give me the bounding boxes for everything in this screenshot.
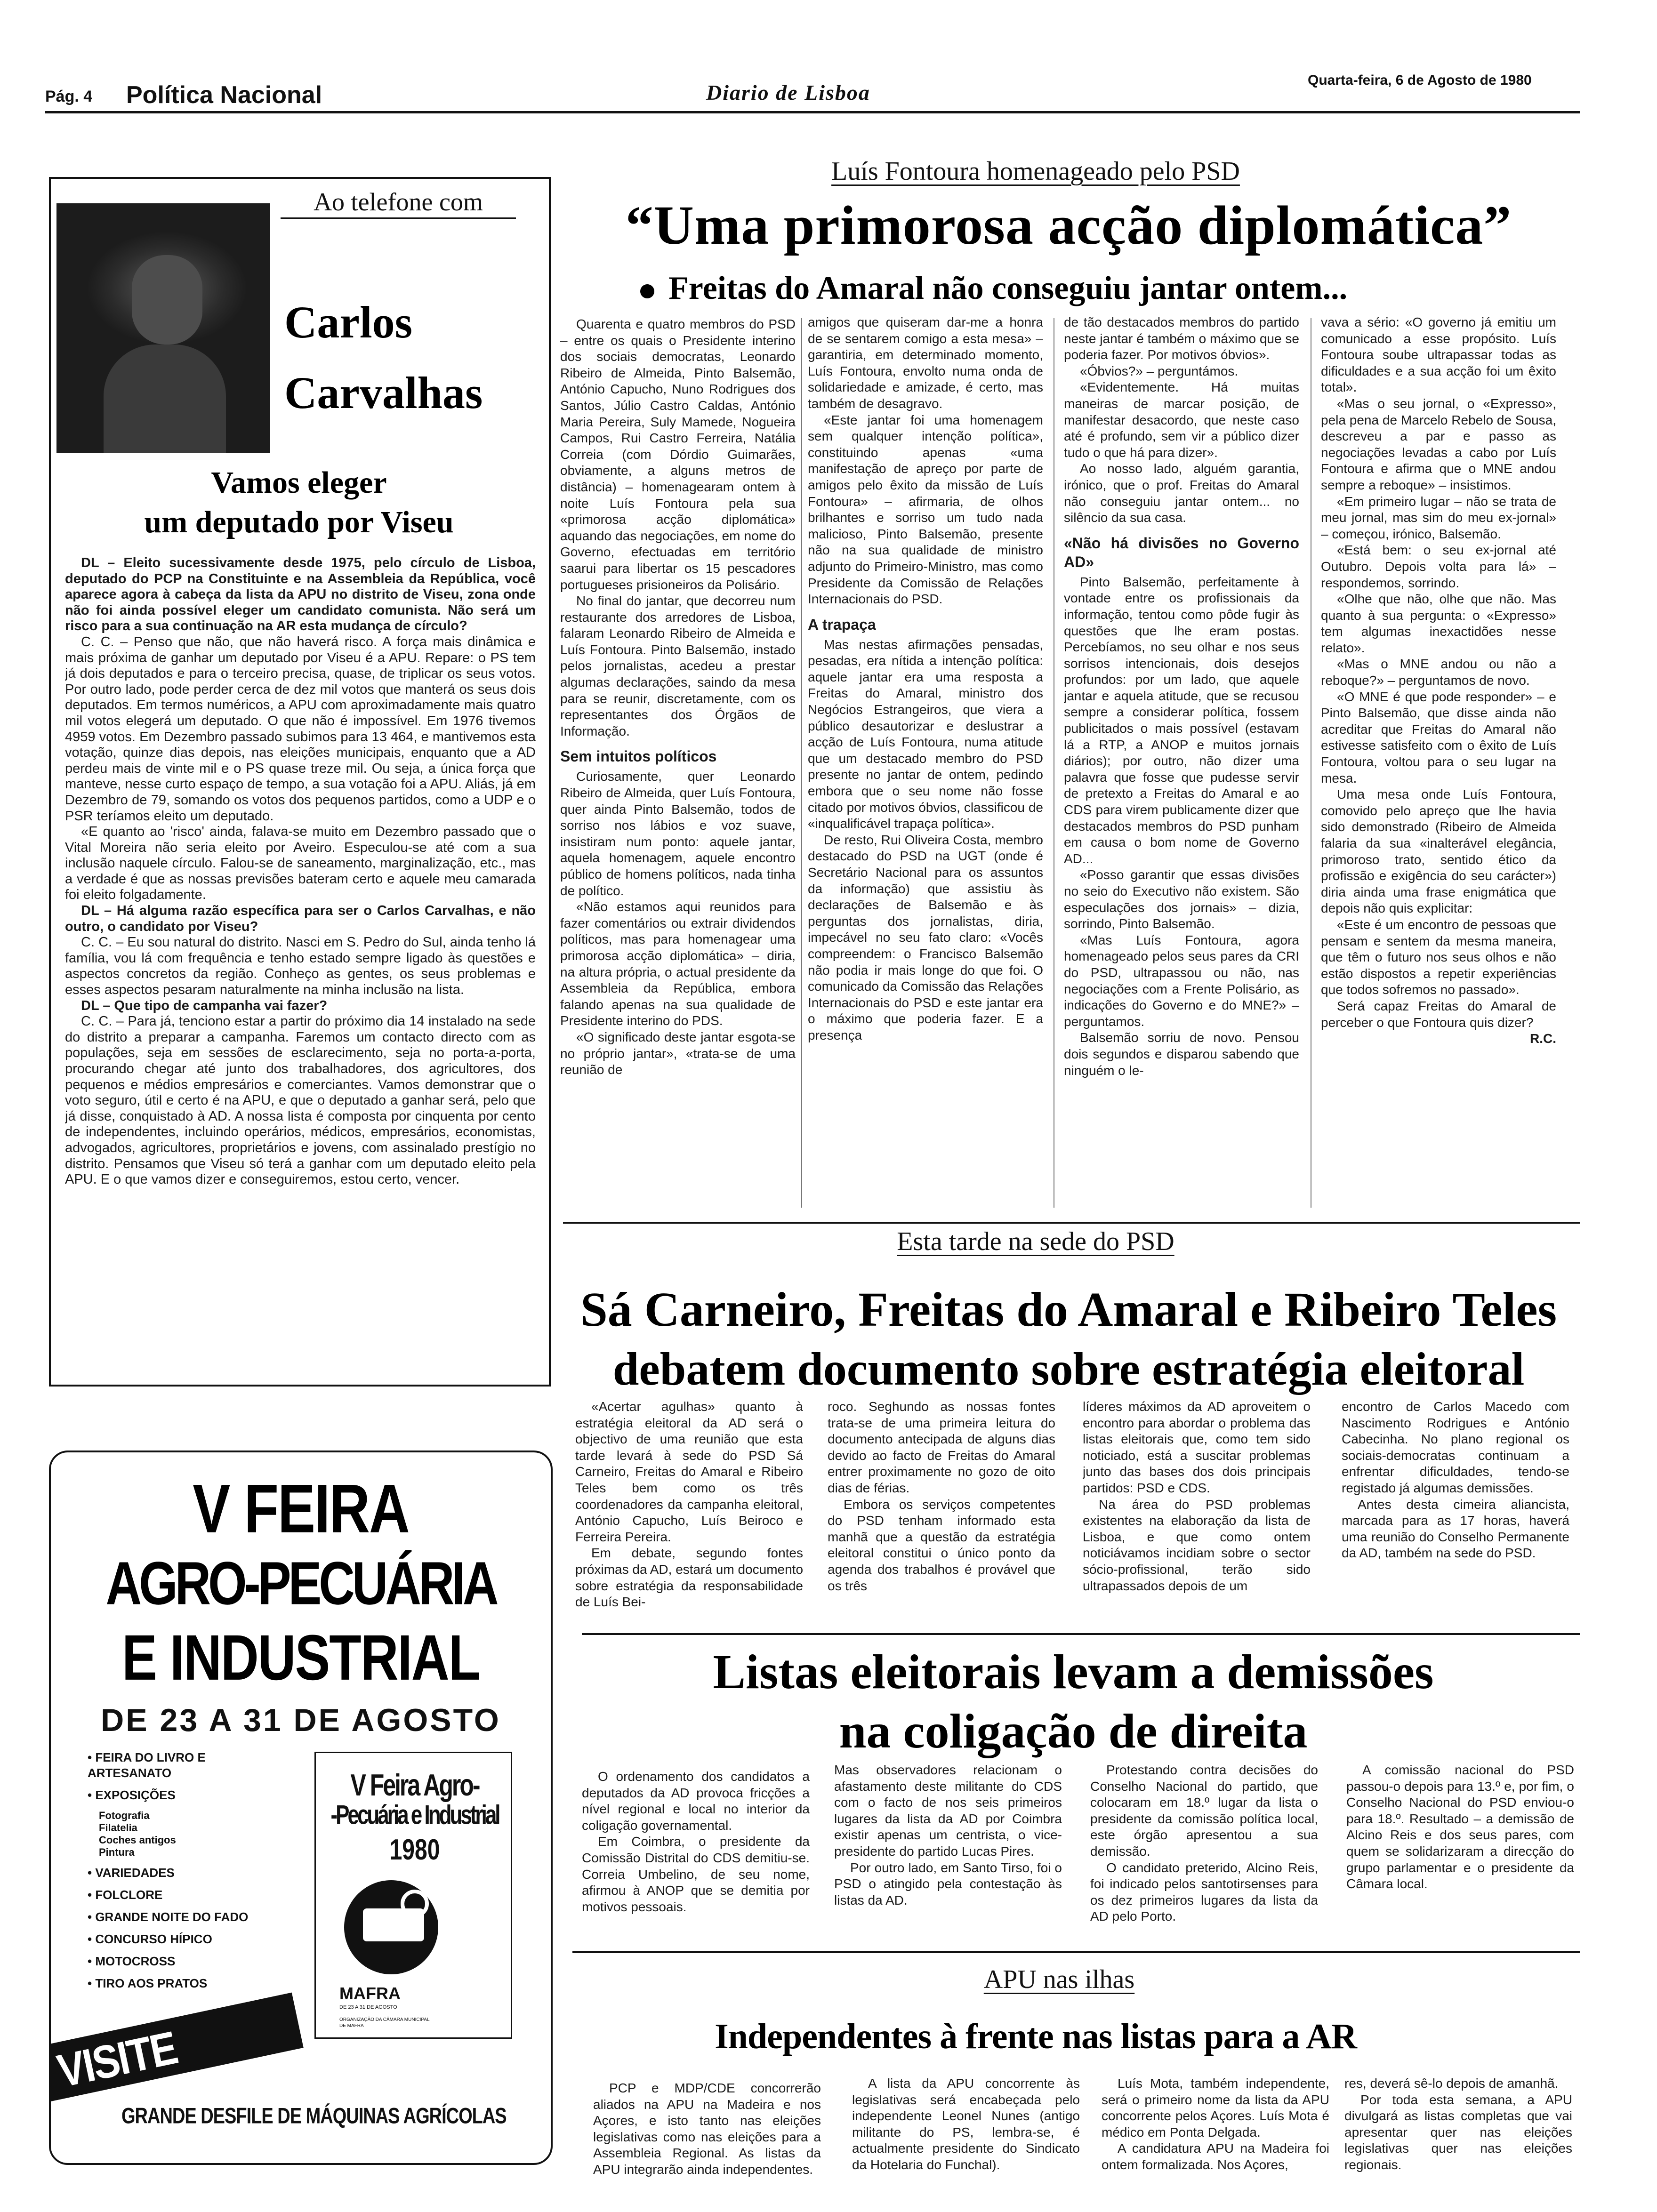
paragraph: «Este é um encontro de pessoas que pensam e sentem da mesma maneira, que têm o futuro nos seus olhos e não estão dispostos a repetir experiências que todos sofremos no passado». bbox=[1321, 917, 1556, 997]
paragraph: O ordenamento dos candidatos a deputados da AD provoca fricções a nível regional e local no interior da coligação governamental. bbox=[582, 1769, 810, 1833]
paragraph: «Não estamos aqui reunidos para fazer comentários ou extrair dividendos políticos, mas para homenagear uma primorosa acção diplomática» – diria, na altura própria, o actual presidente da Assembleia da República, embora falando apenas na sua qualidade de Presidente interino do PDS. bbox=[560, 899, 796, 1028]
story1-column-4 bbox=[1321, 314, 1556, 1212]
paragraph: «Acertar agulhas» quanto à estratégia eleitoral da AD será o objectivo de uma reunião que esta tarde levará à sede do PSD Sá Carneiro, Freitas do Amaral e Ribeiro Teles bem como os três coordenadores da campanha eleitoral, António Capucho, Luís Beiroco e Ferreira Pereira. bbox=[575, 1399, 803, 1544]
ad-footer: GRANDE DESFILE DE MÁQUINAS AGRÍCOLAS bbox=[121, 2104, 507, 2129]
paragraph: «Está bem: o seu ex-jornal até Outubro. Depois volta para lá» – respondemos, sorrindo. bbox=[1321, 543, 1556, 590]
ad-list-item: • TIRO AOS PRATOS bbox=[88, 1976, 208, 1990]
story1-column-rule-1 bbox=[801, 318, 802, 1208]
paragraph: «Em primeiro lugar – não se trata de meu jornal, mas sim do meu ex-jornal» – começou, irónico, Balsemão. bbox=[1321, 494, 1556, 541]
paragraph: vava a sério: «O governo já emitiu um comunicado a esse propósito. Luís Fontoura soube ultrapassar todas as dificuldades e a sua acção foi um êxito total». bbox=[1321, 315, 1556, 395]
ad-list-item: • VARIEDADES bbox=[88, 1866, 175, 1880]
story4-column-1 bbox=[593, 2080, 821, 2193]
story2-column-1 bbox=[575, 1399, 803, 1627]
bullet-icon: • bbox=[88, 1750, 96, 1764]
story1-bottom-rule bbox=[563, 1222, 1580, 1224]
ad-activity-list bbox=[88, 1750, 266, 1998]
paragraph: Por toda esta semana, a APU divulgará as listas completas que vai apresentar quer nas eleições legislativas quer nas eleições regionais. bbox=[1344, 2092, 1572, 2172]
paragraph: Na área do PSD problemas existentes na elaboração da lista de Lisboa, e que como ontem noticiávamos incidiam sobre o sector sócio-profissional, terão sido ultrapassados depois de um bbox=[1083, 1497, 1311, 1593]
interview-question: DL – Há alguma razão específica para ser o Carlos Carvalhas, e não outro, o candidato por Viseu? bbox=[65, 903, 536, 934]
interview-answer: «E quanto ao 'risco' ainda, falava-se muito em Dezembro passado que o Vital Moreira não seria eleito por Aveiro. Especulou-se até com a sua inclusão naquele círculo. Falou-se de saneamento, marginalização, etc., mas a verdade é que as nossas previsões bateram certo e aquele meu camarada foi eleito folgadamente. bbox=[65, 824, 536, 903]
paragraph: Luís Mota, também independente, será o primeiro nome da lista da APU concorrente pelos Açores. Luís Mota é médico em Ponta Delgada. bbox=[1102, 2076, 1329, 2140]
story1-headline: “Uma primorosa acção diplomática” bbox=[625, 194, 1512, 256]
paragraph: Em Coimbra, o presidente da Comissão Distrital do CDS demitiu-se. Correia Umbelino, de seu nome, afirmou à ANOP que se demitia por motivos pessoais. bbox=[582, 1834, 810, 1914]
story2-column-3 bbox=[1083, 1399, 1311, 1627]
ad-list-item: • EXPOSIÇÕES bbox=[88, 1788, 176, 1802]
story3-column-4 bbox=[1346, 1762, 1574, 1933]
ad-headline: V FEIRA AGRO-PECUÁRIA E INDUSTRIAL bbox=[105, 1470, 496, 1694]
paragraph: PCP e MDP/CDE concorrerão aliados na APU na Madeira e nos Açores, e isto tanto nas eleições legislativas como nas eleições para a Assembleia Regional. As listas da APU integrarão ainda independentes. bbox=[593, 2081, 821, 2177]
story3-bottom-rule bbox=[572, 1951, 1580, 1953]
story4-column-4 bbox=[1344, 2076, 1572, 2193]
paragraph: Balsemão sorriu de novo. Pensou dois segundos e disparou sabendo que ninguém o le- bbox=[1064, 1030, 1299, 1078]
ad-sub-item: Pintura bbox=[99, 1846, 135, 1858]
paragraph: encontro de Carlos Macedo com Nascimento Rodrigues e António Cabecinha. No plano regional os sociais-democratas continuam a enfrentar dificuldades, tendo-se registado já algumas demissões. bbox=[1342, 1399, 1569, 1495]
section-title: Política Nacional bbox=[126, 81, 322, 109]
interviewee-last-name: Carvalhas bbox=[284, 368, 483, 418]
paragraph: A comissão nacional do PSD passou-o depois para 13.º e, por fim, o Conselho Nacional do PSD enviou-o para 18.º. Resultado – a demissão de Alcino Reis e dos seus pares, com quem se solidarizaram a direcção do grupo parlamentar e o presidente da Câmara local. bbox=[1346, 1763, 1574, 1891]
bullet-icon: • bbox=[88, 1888, 96, 1902]
ad-list-item: • FEIRA DO LIVRO E ARTESANATO bbox=[88, 1750, 206, 1780]
byline: R.C. bbox=[1530, 1031, 1556, 1046]
paragraph: amigos que quiseram dar-me a honra de se sentarem comigo a esta mesa» – garantiria, em determinado momento, Luís Fontoura, envolto numa onda de solidariedade e amizade, é certo, mas também de desagravo. bbox=[808, 315, 1043, 411]
paragraph: Quarenta e quatro membros do PSD – entre os quais o Presidente interino dos sociais democratas, Leonardo Ribeiro de Almeida, Pinto Balsemão, António Capucho, Nuno Rodrigues dos Santos, Júlio Castro Caldas, António Maria Pereira, Suly Mamede, Nogueira Campos, Rui Castro Ferreira, Natália Correia (com Dórdio Guimarães, obviamente, a alguns metros de distância) – homenagearam ontem à noite Luís Fontoura pela sua «primorosa acção diplomática» aquando das negociações, em nome do Governo, efectuadas em território saarui para libertar os 15 pescadores portugueses prisioneiros da Polisário. bbox=[560, 317, 796, 592]
paragraph: «Este jantar foi uma homenagem sem qualquer intenção política», constituindo apenas «uma manifestação de apreço por parte de amigos pelo êxito da missão de Luís Fontoura» – afirmaria, de olhos brilhantes e sorriso um tudo nada malicioso, Pinto Balsemão, presente não na sua qualidade de ministro adjunto do Primeiro-Ministro, mas como Presidente da Comissão de Relações Internacionais do PSD. bbox=[808, 412, 1043, 607]
ad-sub-item: Coches antigos bbox=[99, 1834, 176, 1846]
interview-question: DL – Que tipo de campanha vai fazer? bbox=[81, 998, 328, 1013]
ad-dates: DE 23 A 31 DE AGOSTO bbox=[101, 1702, 501, 1738]
paragraph: Será capaz Freitas do Amaral de perceber o que Fontoura quis dizer? bbox=[1321, 998, 1556, 1030]
paragraph: O candidato preterido, Alcino Reis, foi indicado pelos santotirsenses para os dez primeiros lugares da lista da AD pelo Porto. bbox=[1090, 1860, 1318, 1924]
bullet-icon: • bbox=[88, 1954, 96, 1968]
paragraph: Curiosamente, quer Leonardo Ribeiro de Almeida, quer Luís Fontoura, quer ainda Pinto Balsemão, todos de sorriso nos lábios e voz suave, insistiram num ponto: aquele jantar, aquela homenagem, aquele encontro público de homens políticos, nada tinha de político. bbox=[560, 769, 796, 898]
paragraph: «Mas o MNE andou ou não a reboque?» – perguntamos de novo. bbox=[1321, 657, 1556, 688]
subheading: «Não há divisões no Governo AD» bbox=[1064, 534, 1299, 570]
story3-column-3 bbox=[1090, 1762, 1318, 1933]
story2-column-4 bbox=[1342, 1399, 1569, 1627]
paragraph: No final do jantar, que decorreu num restaurante dos arredores de Lisboa, falaram Leonardo Ribeiro de Almeida e Luís Fontoura. Pinto Balsemão, instado pelos jornalistas, acedeu a prestar algumas declarações, saindo da mesa para se reunir, discretamente, com os representantes dos Órgãos de Informação. bbox=[560, 593, 796, 738]
story2-bottom-rule bbox=[582, 1633, 1580, 1635]
bullet-icon: • bbox=[88, 1910, 96, 1924]
interviewee-first-name: Carlos bbox=[284, 297, 412, 347]
newspaper-name: Diario de Lisboa bbox=[706, 80, 870, 104]
bullet-icon: • bbox=[88, 1788, 96, 1802]
paragraph: Pinto Balsemão, perfeitamente à vontade entre os profissionais da informação, tentou como pôde fugir às questões que lhe eram postas. Percebíamos, no seu olhar e nos seus sorrisos intencionais, dois desejos profundos: por um lado, que aquele jantar e aquela atitude, que se recusou sempre a considerar política, fossem publicitados o mais possível (estavam lá a RTP, a ANOP e muitos jornais diários); por outro, não dizer uma palavra que fosse que pudesse servir de pretexto a Freitas do Amaral e ao CDS para virem publicamente dizer que destacados membros do PSD punham em causa o bom nome de Governo AD... bbox=[1064, 574, 1299, 866]
paragraph: Em debate, segundo fontes próximas da AD, estará um documento sobre estratégia da responsabilidade de Luís Bei- bbox=[575, 1546, 803, 1610]
paragraph: «Evidentemente. Há muitas maneiras de marcar posição, de manifestar desacordo, que neste caso até é profundo, sem vir a público dizer tudo o que há para dizer». bbox=[1064, 380, 1299, 460]
paragraph: Mas nestas afirmações pensadas, pesadas, era nítida a intenção política: aquele jantar era uma resposta a Freitas do Amaral, ministro dos Negócios Estrangeiros, que viera a público desautorizar e deslustrar a acção de Luís Fontoura, numa atitude que um destacado membro do PSD presente no jantar de ontem, pedindo embora que o seu nome não fosse citado por motivos óbvios, classificou de «inqualificável trapaça política». bbox=[808, 637, 1043, 831]
ad-sub-item: Filatelia bbox=[99, 1822, 137, 1834]
subheading: Sem intuitos políticos bbox=[560, 748, 717, 765]
story4-column-3 bbox=[1102, 2076, 1329, 2193]
paragraph: «Óbvios?» – perguntámos. bbox=[1080, 363, 1239, 378]
visit-mafra-banner: VISITE MAFRA bbox=[49, 1993, 304, 2103]
paragraph: Protestando contra decisões do Conselho Nacional do partido, que colocaram em 18.º lugar da lista o presidente da comissão política local, este órgão apresentou a sua demissão. bbox=[1090, 1763, 1318, 1859]
ad-list-item: • MOTOCROSS bbox=[88, 1954, 176, 1968]
paragraph: Embora os serviços competentes do PSD tenham informado esta manhã que a questão da estratégia eleitoral constitui o único ponto da agenda dos trabalhos é provável que os três bbox=[828, 1497, 1055, 1593]
bullet-icon bbox=[640, 284, 654, 298]
paragraph: de tão destacados membros do partido neste jantar é também o máximo que se poderia fazer. Por motivos óbvios». bbox=[1064, 315, 1299, 362]
story2-headline: Sá Carneiro, Freitas do Amaral e Ribeiro Teles debatem documento sobre estratégia eleitoral bbox=[580, 1282, 1557, 1395]
paragraph: res, deverá sê-lo depois de amanhã. bbox=[1344, 2076, 1559, 2091]
page-number: Pág. 4 bbox=[45, 88, 93, 105]
paragraph: «Posso garantir que essas divisões no seio do Executivo não existem. São especulações dos jornais» – dizia, sorrindo, Pinto Balsemão. bbox=[1064, 867, 1299, 931]
paragraph: líderes máximos da AD aproveitem o encontro para abordar o problema das listas eleitorais que, como tem sido noticiado, está a suscitar problemas junto das bases dos dois principais partidos: PSD e CDS. bbox=[1083, 1399, 1311, 1495]
story1-column-2 bbox=[808, 314, 1043, 1212]
story3-headline: Listas eleitorais levam a demissões na coligação de direita bbox=[713, 1645, 1434, 1758]
interview-kicker: Ao telefone com bbox=[281, 187, 516, 219]
ad-poster: V Feira Agro- -Pecuária e Industrial 1980 MAFRA DE 23 A 31 DE AGOSTO ORGANIZAÇÃO DA CÂMARA MUNICIPAL DE MAFRA bbox=[314, 1752, 512, 2039]
paragraph: A candidatura APU na Madeira foi ontem formalizada. Nos Açores, bbox=[1102, 2141, 1329, 2172]
paragraph: De resto, Rui Oliveira Costa, membro destacado do PSD na UGT (onde é Secretário Nacional para os assuntos da informação) que assistiu às declarações de Balsemão e às perguntas dos jornalistas, diria, impecável no seu fato claro: «Vocês compreendem: o Francisco Balsemão não podia ir mais longe do que foi. O comunicado da Comissão das Relações Internacionais do PSD e este jantar era o máximo que poderia fazer. E a presença bbox=[808, 832, 1043, 1042]
interview-answer: C. C. – Penso que não, que não haverá risco. A força mais dinâmica e mais próxima de ganhar um deputado por Viseu é a APU. Repare: o PS tem já dois deputados e para o terceiro precisa, quase, de triplicar os seus votos. Por outro lado, pode perder cerca de dez mil votos que manterá os seus dois deputados. Em termos numéricos, a APU com aproximadamente mais quatro mil votos elegerá um deputado. O que não é impossível. Em 1976 tivemos 4959 votos. Em Dezembro passado subimos para 13 464, e mantivemos esta votação, quinze dias depois, nas eleições municipais, enquanto que a AD perdeu mais de vinte mil e o PS quase treze mil. Ou seja, a única força que manteve, nesse curto espaço de tempo, a sua votação foi a APU. Aliás, já em Dezembro de 79, somando os votos dos pequenos partidos, como a UDP e o PSR teríamos eleito um deputado. bbox=[65, 634, 536, 824]
paragraph: Uma mesa onde Luís Fontoura, comovido pelo apreço que lhe havia sido demonstrado (Ribeiro de Almeida falaria da sua «inalterável elegância, primoroso trato, sentido ético da profissão e exigência do seu carácter») diria ainda uma frase enigmática que depois não quis explicitar: bbox=[1321, 787, 1556, 916]
interview-answer: C. C. – Para já, tenciono estar a partir do próximo dia 14 instalado na sede do distrito a preparar a campanha. Faremos um contacto directo com as populações, seja em sessões de esclarecimento, seja no porta-a-porta, procurando chegar até junto dos trabalhadores, dos agricultores, dos pequenos e médios empresários e comerciantes. Vamos demonstrar que o voto seguro, útil e certo é na APU, e que o deputado a ganhar será, pelo que já disse, conquistado à AD. A nossa lista é composta por cinquenta por cento de independentes, incluindo operários, médicos, empresários, economistas, advogados, agricultores, proprietários e jovens, com assinalado prestígio no distrito. Pensamos que Viseu só terá a ganhar com um deputado eleito pela APU. E o que vamos dizer e conseguiremos, estou certo, vencer. bbox=[65, 1014, 536, 1187]
paragraph: Antes desta cimeira aliancista, marcada para as 17 horas, haverá uma reunião do Conselho Permanente da AD, também na sede do PSD. bbox=[1342, 1497, 1569, 1561]
story2-kicker: Esta tarde na sede do PSD bbox=[897, 1227, 1174, 1256]
ad-list-item: • GRANDE NOITE DO FADO bbox=[88, 1910, 249, 1924]
bullet-icon: • bbox=[88, 1976, 96, 1990]
fair-advertisement bbox=[49, 1451, 553, 2165]
tractor-logo-icon bbox=[344, 1880, 438, 1974]
story4-headline: Independentes à frente nas listas para a AR bbox=[715, 2017, 1357, 2056]
paragraph: Ao nosso lado, alguém garantia, irónico, que o prof. Freitas do Amaral não conseguiu jantar ontem... no silêncio da sua casa. bbox=[1064, 461, 1299, 525]
masthead-rule bbox=[45, 111, 1580, 113]
portrait-photo bbox=[56, 203, 270, 453]
paragraph: «O MNE é que pode responder» – e Pinto Balsemão, que disse ainda não acreditar que Freitas do Amaral não estivesse satisfeito com o êxito de Luís Fontoura, voltou para o seu lugar na mesa. bbox=[1321, 689, 1556, 785]
story4-kicker: APU nas ilhas bbox=[983, 1965, 1135, 1994]
story1-kicker: Luís Fontoura homenageado pelo PSD bbox=[831, 157, 1240, 186]
interview-question: DL – Eleito sucessivamente desde 1975, pelo círculo de Lisboa, deputado do PCP na Constituinte e na Assembleia da República, você aparece agora à cabeça da lista da APU no distrito de Viseu, zona onde não foi ainda possível eleger um candidato comunista. Não será um risco para a sua continuação na AR esta mudança de círculo? bbox=[65, 555, 536, 634]
story2-column-2 bbox=[828, 1399, 1055, 1627]
story1-column-3 bbox=[1064, 314, 1299, 1212]
story1-subhead: Freitas do Amaral não conseguiu jantar ontem... bbox=[640, 267, 1535, 310]
interview-body bbox=[65, 555, 536, 1384]
paragraph: Mas observadores relacionam o afastamento deste militante do CDS com o facto de nos seis primeiros lugares da lista da AD por Coimbra existir apenas um centrista, o vice-presidente do partido Lucas Pires. bbox=[834, 1763, 1062, 1859]
ad-list-item: • CONCURSO HÍPICO bbox=[88, 1932, 212, 1946]
story3-column-1 bbox=[582, 1769, 810, 1933]
ad-list-item: • FOLCLORE bbox=[88, 1888, 163, 1902]
bullet-icon: • bbox=[88, 1866, 96, 1880]
subheading: A trapaça bbox=[808, 616, 876, 633]
story3-column-2 bbox=[834, 1762, 1062, 1933]
paragraph: A lista da APU concorrente às legislativas será encabeçada pelo independente Leonel Nunes (antigo militante do PS, lembra-se, é actualmente presidente do Sindicato da Hotelaria do Funchal). bbox=[852, 2076, 1080, 2172]
story1-column-1 bbox=[560, 316, 796, 1212]
issue-date: Quarta-feira, 6 de Agosto de 1980 bbox=[1308, 72, 1532, 88]
paragraph: Por outro lado, em Santo Tirso, foi o PSD o atingido pela contestação às listas da AD. bbox=[834, 1860, 1062, 1907]
paragraph: «Olhe que não, olhe que não. Mas quanto à sua pergunta: o «Expresso» tem algumas inexactidões nesse relato». bbox=[1321, 592, 1556, 655]
bullet-icon: • bbox=[88, 1932, 96, 1946]
paragraph: «Mas Luís Fontoura, agora homenageado pelos seus pares da CRI do PSD, ultrapassou ou não, nas negociações com a Frente Polisário, as indicações do Governo e do MNE?» – perguntamos. bbox=[1064, 932, 1299, 1029]
interviewee-name bbox=[284, 287, 482, 428]
paragraph: roco. Seghundo as nossas fontes trata-se de uma primeira leitura do documento antecipada de alguns dias devido ao facto de Freitas do Amaral entrer proximamente no gozo de oito dias de férias. bbox=[828, 1399, 1055, 1495]
paragraph: «Mas o seu jornal, o «Expresso», pela pena de Marcelo Rebelo de Sousa, descreveu a par e passo as negociações levadas a cabo por Luís Fontoura e afirma que o MNE andou sempre a reboque» – insistimos. bbox=[1321, 396, 1556, 492]
interview-headline: Vamos eleger um deputado por Viseu bbox=[144, 465, 454, 539]
story4-column-2 bbox=[852, 2076, 1080, 2193]
interview-answer: C. C. – Eu sou natural do distrito. Nasci em S. Pedro do Sul, ainda tenho lá família, vou lá com frequência e tenho estado sempre ligado às questões e aspectos concretos da região. Conheço as gentes, os seus problemas e esses aspectos pesaram naturalmente na minha inclusão na lista. bbox=[65, 935, 536, 998]
ad-sub-item: Fotografia bbox=[99, 1810, 150, 1821]
paragraph: «O significado deste jantar esgota-se no próprio jantar», «trata-se de uma reunião de bbox=[560, 1029, 796, 1077]
